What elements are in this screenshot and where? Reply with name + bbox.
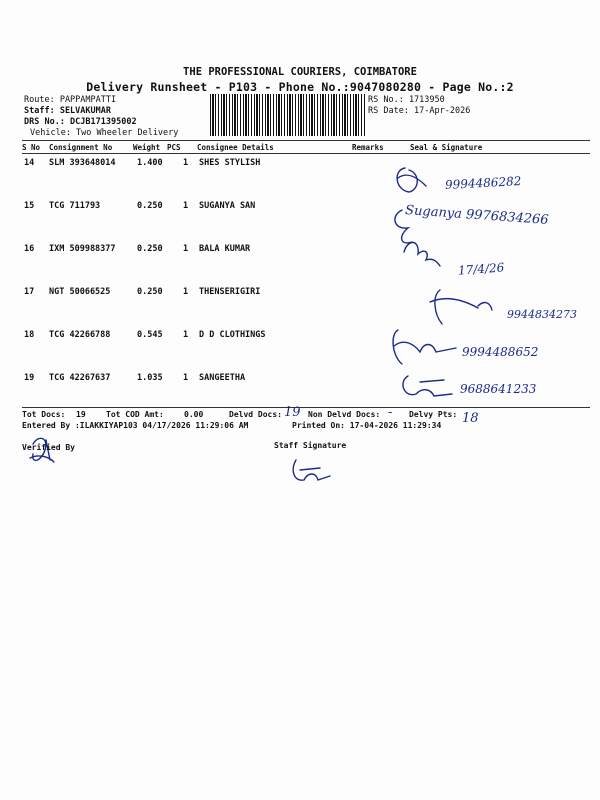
delvy-pts-label: Delvy Pts: [409,410,458,419]
handwritten-note: Suganya 9976834266 [404,203,550,228]
rs-number: RS No.: 1713950 [368,95,445,105]
row-consignee: SUGANYA SAN [199,201,256,211]
col-consignee: Consignee Details [197,143,274,152]
handwritten-note: 9688641233 [460,382,537,396]
tot-cod-value: 0.00 [184,410,204,419]
row-weight: 0.545 [137,330,163,340]
row-weight: 1.400 [137,158,163,168]
col-signature: Seal & Signature [410,143,483,152]
rs-date: RS Date: 17-Apr-2026 [368,106,471,116]
runsheet-title: Delivery Runsheet - P103 - Phone No.:9047080280 - Page No.:2 [86,80,514,94]
handwritten-note: 9944834273 [507,308,577,321]
col-weight: Weight [133,143,161,152]
delvd-docs-value: 19 [284,405,301,420]
row-sno: 14 [24,158,35,168]
row-consignment: TCG 42267637 [49,373,111,383]
col-sno: S No [22,143,41,152]
row-consignment: TCG 711793 [49,201,101,211]
vehicle-label: Vehicle: Two Wheeler Delivery [30,128,179,138]
row-sno: 19 [24,373,35,383]
row-consignee: D D CLOTHINGS [199,330,266,340]
col-consignment: Consignment No [49,143,113,152]
row-sno: 18 [24,330,35,340]
row-consignee: SANGEETHA [199,373,246,383]
row-weight: 0.250 [137,244,163,254]
row-weight: 0.250 [137,201,163,211]
entered-by: Entered By :ILAKKIYAP103 04/17/2026 11:29:06 AM [22,421,249,430]
printed-on: Printed On: 17-04-2026 11:29:34 [292,421,442,430]
tot-docs-value: 19 [76,410,86,419]
handwritten-note: 9994486282 [444,174,522,192]
row-consignee: SHES STYLISH [199,158,261,168]
footer-rule [22,407,590,408]
non-delvd-value: - [388,405,393,420]
row-pcs: 1 [183,287,189,297]
company-title: THE PROFESSIONAL COURIERS, COIMBATORE [183,66,417,78]
row-pcs: 1 [183,373,189,383]
row-sno: 17 [24,287,35,297]
row-consignment: NGT 50066525 [49,287,111,297]
route-label: Route: PAPPAMPATTI [24,95,117,105]
tot-docs-label: Tot Docs: [22,410,66,419]
handwritten-note: 9994488652 [462,345,539,359]
row-pcs: 1 [183,330,189,340]
row-sno: 16 [24,244,35,254]
col-pcs: PCS [167,143,181,152]
row-weight: 0.250 [137,287,163,297]
row-pcs: 1 [183,201,189,211]
handwritten-note: 17/4/26 [457,260,505,278]
drs-label: DRS No.: DCJB171395002 [24,117,137,127]
row-pcs: 1 [183,158,189,168]
row-sno: 15 [24,201,35,211]
non-delvd-label: Non Delvd Docs: [308,410,381,419]
row-consignee: THENSERIGIRI [199,287,261,297]
row-consignment: IXM 509988377 [49,244,116,254]
verified-by-label: Verified By [22,443,75,452]
row-consignee: BALA KUMAR [199,244,251,254]
row-consignment: SLM 393648014 [49,158,116,168]
delvd-docs-label: Delvd Docs: [229,410,282,419]
staff-signature-label: Staff Signature [274,441,347,450]
staff-label: Staff: SELVAKUMAR [24,106,111,116]
col-remarks: Remarks [352,143,384,152]
row-consignment: TCG 42266788 [49,330,111,340]
tot-cod-label: Tot COD Amt: [106,410,164,419]
delvy-pts-value: 18 [462,411,479,426]
row-pcs: 1 [183,244,189,254]
row-weight: 1.035 [137,373,163,383]
